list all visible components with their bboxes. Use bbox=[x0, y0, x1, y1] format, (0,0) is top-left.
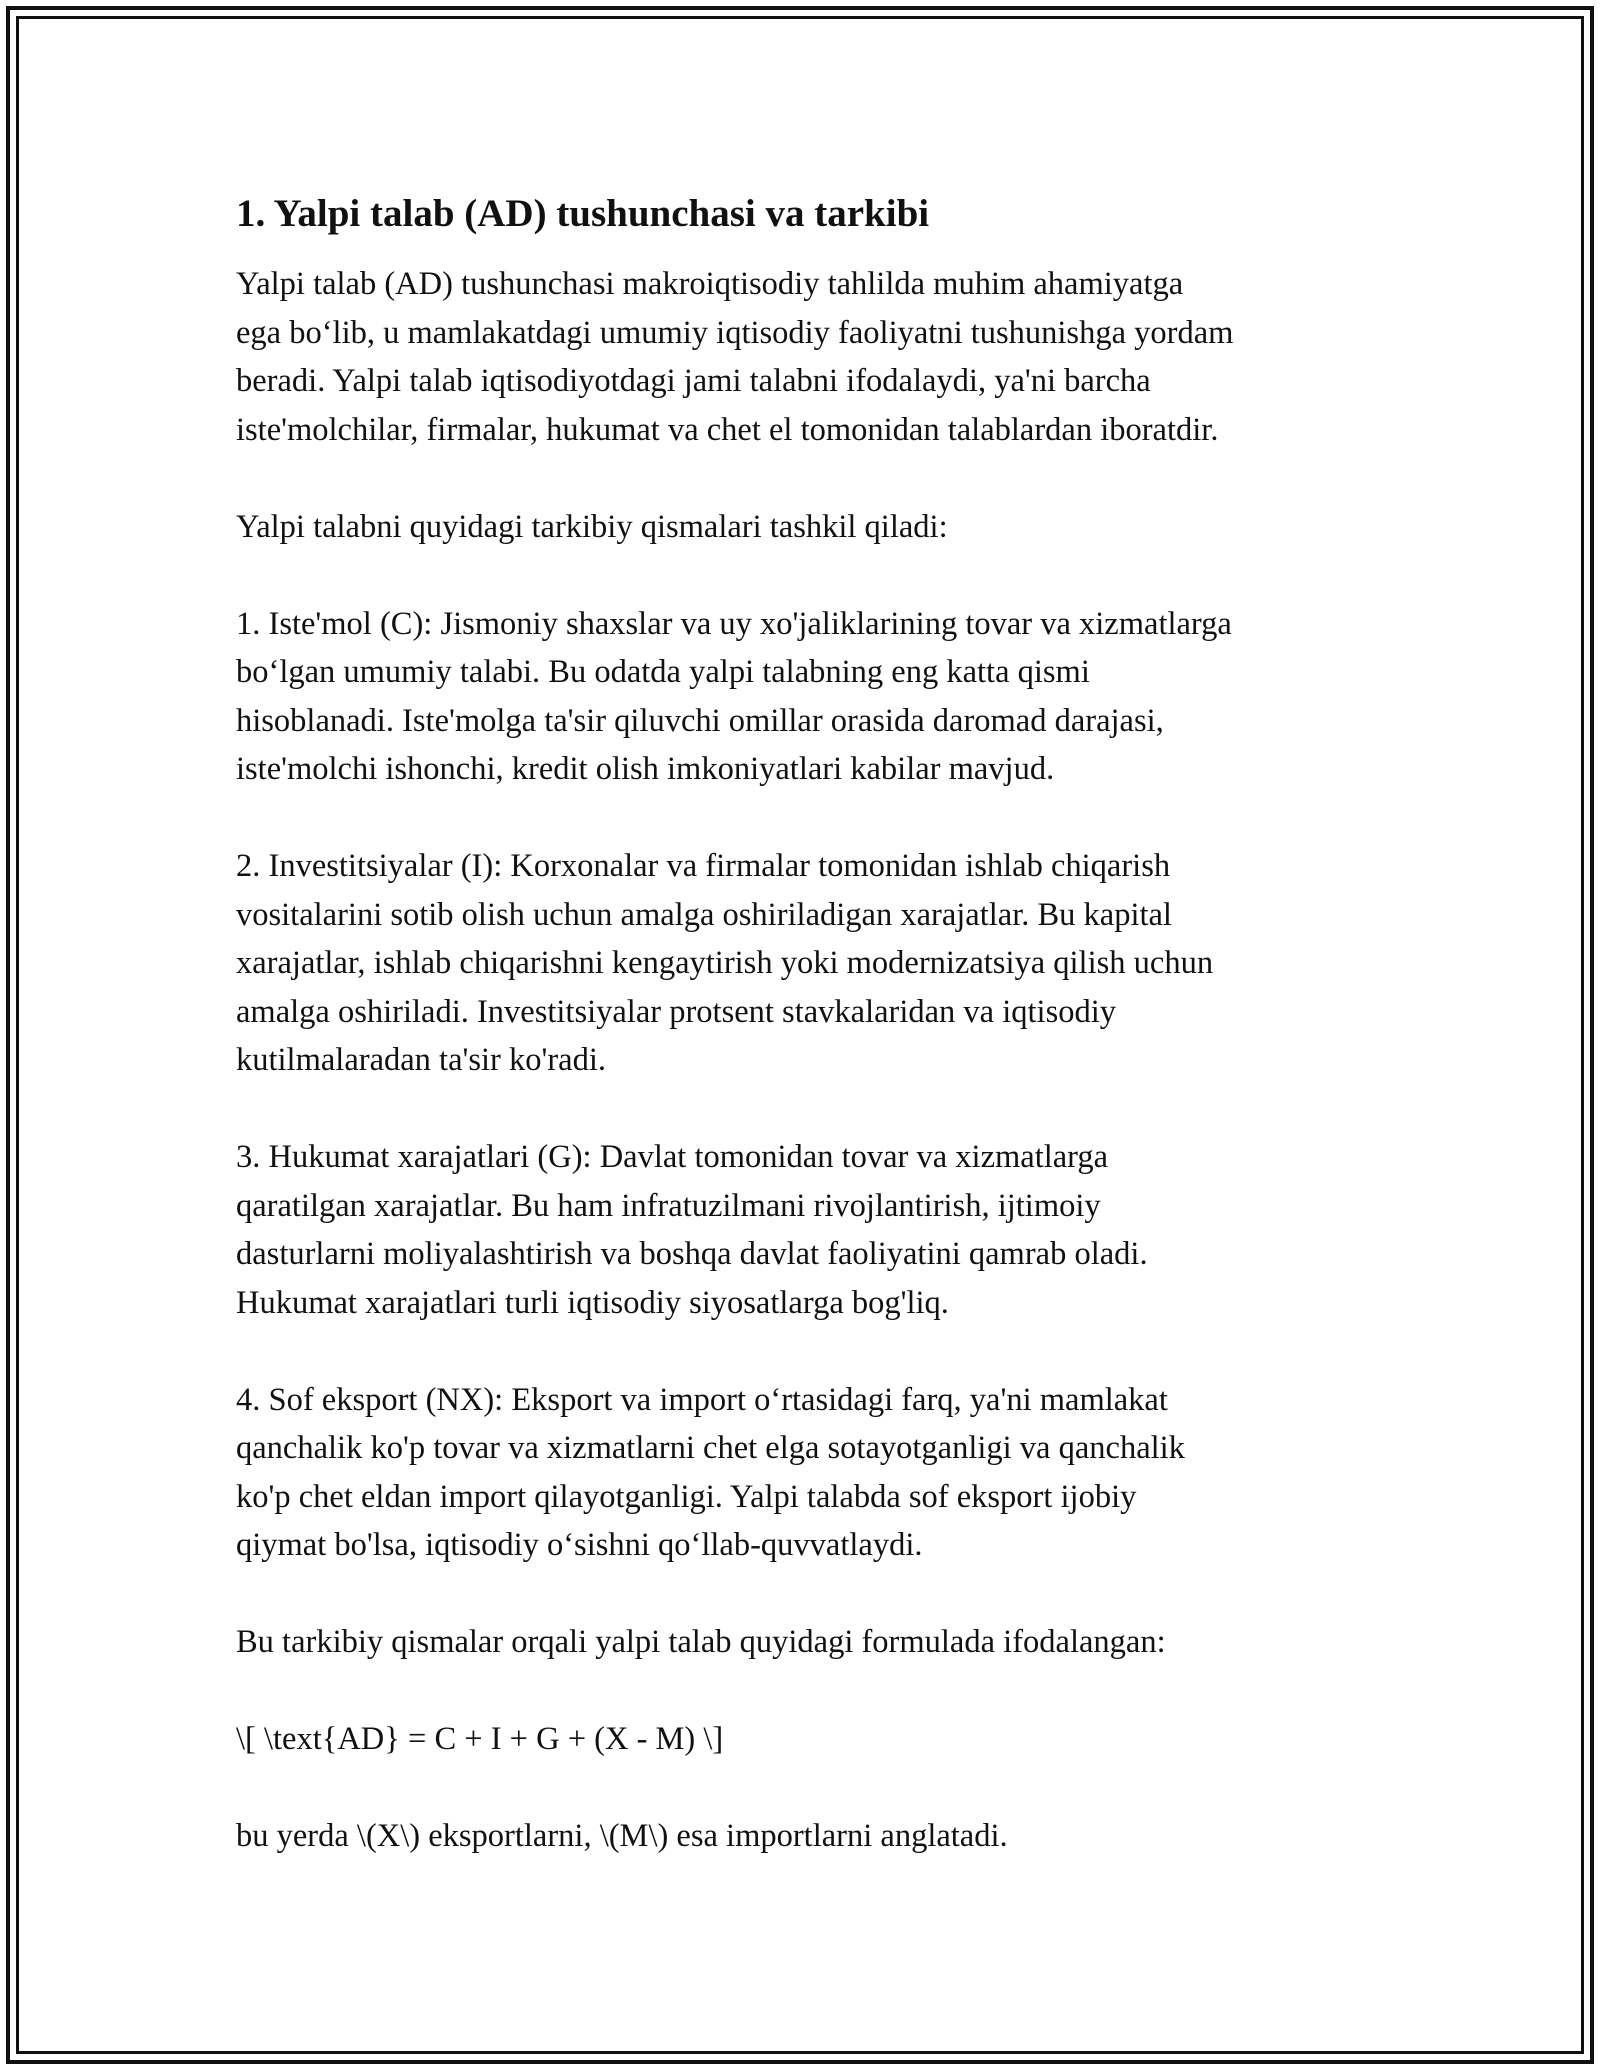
text-line: kutilmalaradan ta'sir ko'radi. bbox=[236, 1042, 606, 1078]
text-line: Bu tarkibiy qismalar orqali yalpi talab quyidagi formulada ifodalangan: bbox=[236, 1624, 1166, 1660]
paragraph bbox=[236, 1812, 1396, 1861]
text-line: 2. Investitsiyalar (I): Korxonalar va firmalar tomonidan ishlab chiqarish bbox=[236, 848, 1171, 884]
text-line: ko'p chet eldan import qilayotganligi. Yalpi talabda sof eksport ijobiy bbox=[236, 1478, 1137, 1515]
text-line: qanchalik ko'p tovar va xizmatlarni chet elga sotayotganligi va qanchalik bbox=[236, 1430, 1185, 1466]
text-line: Yalpi talabni quyidagi tarkibiy qismalari tashkil qiladi: bbox=[236, 508, 948, 545]
paragraph bbox=[236, 1715, 1396, 1764]
paragraph bbox=[236, 260, 1396, 454]
text-line: \[ \text{AD} = C + I + G + (X - M) \] bbox=[236, 1721, 724, 1757]
text-line: 3. Hukumat xarajatlari (G): Davlat tomonidan tovar va xizmatlarga bbox=[236, 1139, 1109, 1175]
text-line: amalga oshiriladi. Investitsiyalar protsent stavkalaridan va iqtisodiy bbox=[236, 993, 1116, 1030]
text-line: qiymat bo'lsa, iqtisodiy o‘sishni qo‘llab-quvvatlaydi. bbox=[236, 1527, 923, 1563]
paragraph bbox=[236, 1376, 1396, 1570]
text-line: hisoblanadi. Iste'molga ta'sir qiluvchi omillar orasida daromad darajasi, bbox=[236, 702, 1164, 739]
text-line: 4. Sof eksport (NX): Eksport va import o‘rtasidagi farq, ya'ni mamlakat bbox=[236, 1381, 1168, 1418]
paragraph bbox=[236, 503, 1396, 552]
text-line: xarajatlar, ishlab chiqarishni kengaytirish yoki modernizatsiya qilish uchun bbox=[236, 945, 1214, 981]
paragraph bbox=[236, 1618, 1396, 1667]
text-line: vositalarini sotib olish uchun amalga oshiriladigan xarajatlar. Bu kapital bbox=[236, 896, 1172, 933]
document-title: 1. Yalpi talab (AD) tushunchasi va tarkibi bbox=[236, 192, 930, 235]
text-line: bu yerda \(X\) eksportlarni, \(M\) esa importlarni anglatadi. bbox=[236, 1818, 1008, 1854]
text-line: iste'molchilar, firmalar, hukumat va chet el tomonidan talablardan iboratdir. bbox=[236, 411, 1219, 448]
text-line: beradi. Yalpi talab iqtisodiyotdagi jami talabni ifodalaydi, ya'ni barcha bbox=[236, 363, 1151, 399]
text-line: bo‘lgan umumiy talabi. Bu odatda yalpi talabning eng katta qismi bbox=[236, 654, 1090, 690]
text-line: Yalpi talab (AD) tushunchasi makroiqtisodiy tahlilda muhim ahamiyatga bbox=[236, 266, 1184, 302]
paragraph bbox=[236, 1133, 1396, 1327]
text-line: dasturlarni moliyalashtirish va boshqa davlat faoliyatini qamrab oladi. bbox=[236, 1236, 1148, 1272]
text-line: iste'molchi ishonchi, kredit olish imkoniyatlari kabilar mavjud. bbox=[236, 751, 1055, 787]
paragraph bbox=[236, 600, 1396, 794]
text-line: 1. Iste'mol (C): Jismoniy shaxslar va uy xo'jaliklarining tovar va xizmatlarga bbox=[236, 605, 1232, 642]
paragraph-list bbox=[236, 260, 1396, 1861]
text-line: qaratilgan xarajatlar. Bu ham infratuzilmani rivojlantirish, ijtimoiy bbox=[236, 1187, 1101, 1224]
text-line: Hukumat xarajatlari turli iqtisodiy siyosatlarga bog'liq. bbox=[236, 1284, 949, 1321]
text-line: ega bo‘lib, u mamlakatdagi umumiy iqtisodiy faoliyatni tushunishga yordam bbox=[236, 314, 1234, 351]
paragraph bbox=[236, 842, 1396, 1085]
document-body bbox=[236, 188, 1396, 1909]
